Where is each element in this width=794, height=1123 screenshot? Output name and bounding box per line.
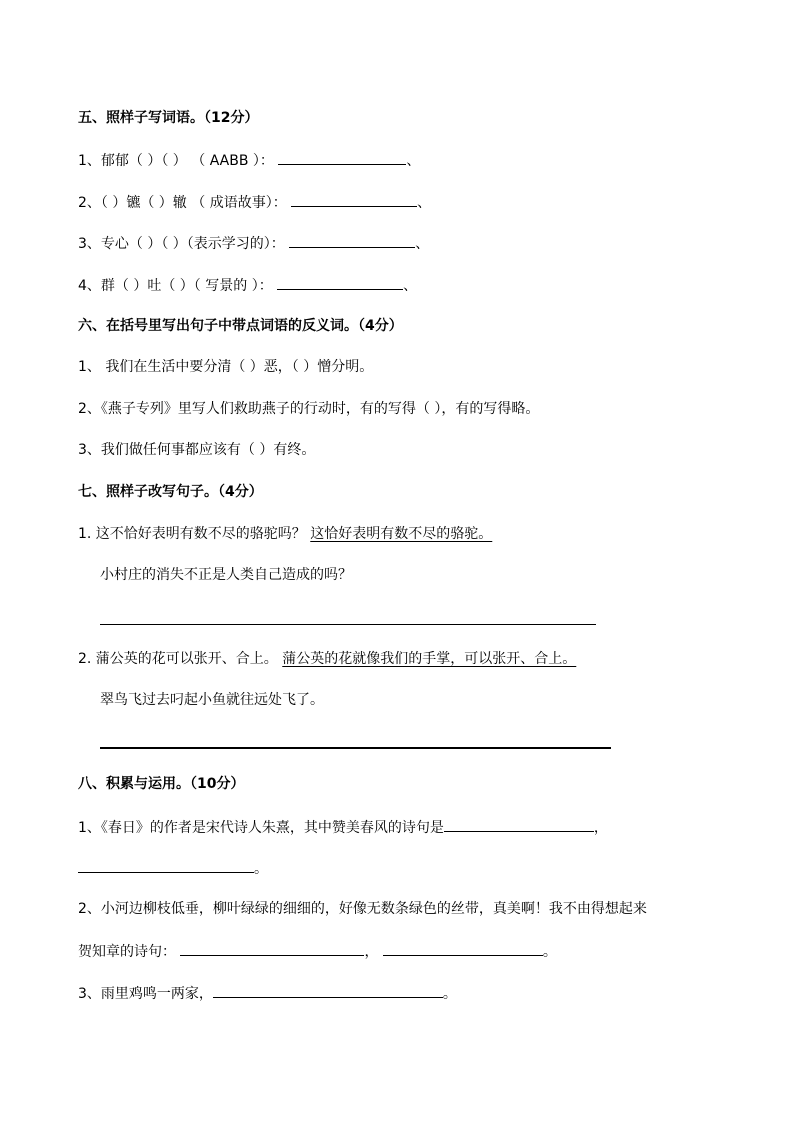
s5-question-4 — [78, 275, 417, 295]
s5-q2-end: 、 — [417, 195, 432, 211]
s5-q1-answer-blank[interactable] — [278, 150, 406, 165]
s8-q1-blank-b[interactable] — [78, 858, 254, 873]
s6-question-1: 1、 我们在生活中要分清（ ）恶，（ ）憎分明。 — [78, 359, 374, 375]
s5-q2-text: 2、（ ）镳（ ）辙 （ 成语故事）： — [78, 195, 287, 211]
s7-q1-example: 这恰好表明有数不尽的骆驼。 — [310, 526, 493, 542]
s7-q2-answer-line[interactable] — [100, 747, 611, 749]
s5-q4-text: 4、群（ ）吐（ ）（ 写景的 ）： — [78, 278, 273, 294]
s8-question-1-cont — [78, 858, 268, 878]
s8-q2-sep: ， — [364, 944, 379, 960]
s7-question-1 — [78, 525, 492, 543]
s5-q3-end: 、 — [415, 236, 430, 252]
s5-q3-answer-blank[interactable] — [289, 233, 415, 248]
s7-q1-answer-line[interactable] — [100, 624, 596, 625]
s6-question-3: 3、我们做任何事都应该有（ ）有终。 — [78, 442, 316, 458]
s5-q4-answer-blank[interactable] — [277, 275, 403, 290]
s8-q1-end: 。 — [254, 861, 268, 877]
s8-q2-cont: 贺知章的诗句： — [78, 944, 176, 960]
s7-q2-task: 翠鸟飞过去叼起小鱼就往远处飞了。 — [100, 692, 324, 708]
s8-question-2: 2、小河边柳枝低垂，柳叶绿绿的细细的，好像无数条绿色的丝带，真美啊！我不由得想起来 — [78, 901, 647, 917]
s5-q1-end: 、 — [406, 153, 421, 169]
s8-q3-end: 。 — [442, 986, 457, 1002]
s5-question-2 — [78, 192, 431, 212]
s7-q2-prompt: 2. 蒲公英的花可以张开、合上。 — [78, 651, 278, 667]
s5-question-1 — [78, 150, 420, 170]
s5-q4-end: 、 — [403, 278, 418, 294]
s8-q2-end: 。 — [542, 944, 557, 960]
s5-q2-answer-blank[interactable] — [291, 192, 417, 207]
s8-question-2-cont — [78, 941, 557, 961]
section-6-title: 六、在括号里写出句子中带点词语的反义词。（4分） — [78, 318, 403, 334]
s7-question-2 — [78, 650, 576, 668]
s5-q3-text: 3、专心（ ）（ ）（表示学习的）： — [78, 236, 285, 252]
s7-q1-prompt: 1. 这不恰好表明有数不尽的骆驼吗？ — [78, 526, 306, 542]
s8-q1-blank-a[interactable] — [444, 817, 594, 832]
s6-question-2: 2、《燕子专列》里写人们救助燕子的行动时，有的写得（ ），有的写得略。 — [78, 401, 540, 417]
section-5-title: 五、照样子写词语。（12分） — [78, 110, 259, 126]
s8-question-3 — [78, 983, 457, 1003]
s8-q3-blank[interactable] — [213, 983, 443, 998]
s8-q2-blank-a[interactable] — [180, 941, 364, 956]
s8-question-1 — [78, 817, 608, 837]
s8-q1-text: 1、《春日》的作者是宋代诗人朱熹，其中赞美春风的诗句是 — [78, 820, 444, 836]
s8-q2-blank-b[interactable] — [383, 941, 543, 956]
s7-q1-task: 小村庄的消失不正是人类自己造成的吗？ — [100, 567, 352, 583]
s8-q1-sep: ， — [593, 820, 608, 836]
section-8-title: 八、积累与运用。（10分） — [78, 776, 245, 792]
s5-q1-text: 1、郁郁（ ）（ ） （ AABB ）： — [78, 153, 274, 169]
s5-question-3 — [78, 233, 429, 253]
s7-q2-example: 蒲公英的花就像我们的手掌，可以张开、合上。 — [282, 651, 577, 667]
s8-q3-text: 3、雨里鸡鸣一两家， — [78, 986, 213, 1002]
section-7-title: 七、照样子改写句子。（4分） — [78, 484, 263, 500]
